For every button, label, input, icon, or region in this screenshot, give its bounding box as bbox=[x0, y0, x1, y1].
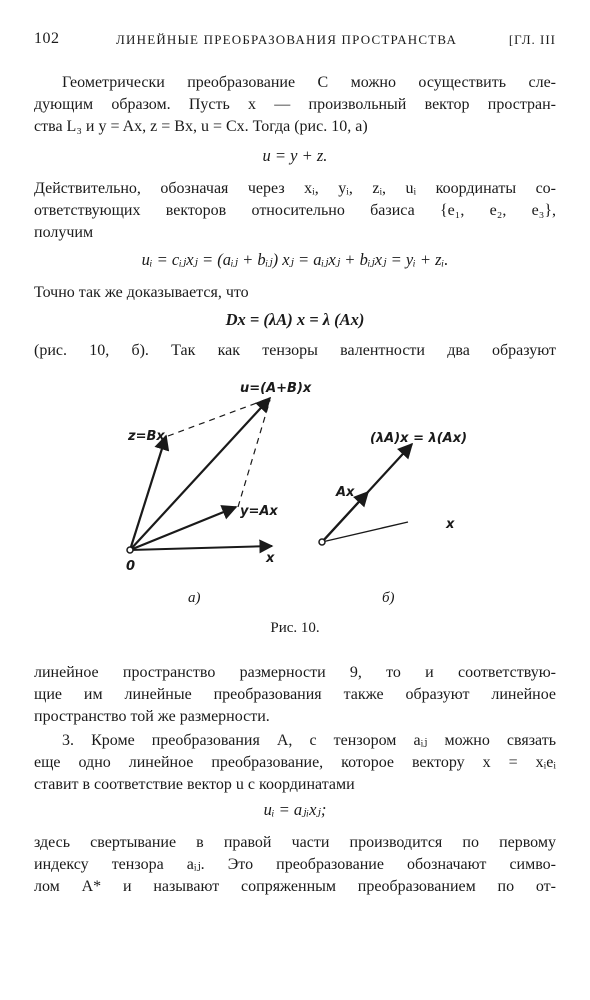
text-line: получим bbox=[34, 224, 94, 241]
text-line: ства L₃ и y = Ax, z = Bx, u = Cx. Тогда (рис. 10, а) bbox=[34, 118, 368, 135]
label-lambda: (λA)x = λ(Ax) bbox=[370, 431, 468, 446]
paragraph-3 bbox=[34, 282, 556, 304]
paragraph-6 bbox=[34, 730, 556, 796]
label-u: u=(A+B)x bbox=[240, 381, 312, 396]
figure-sublabel-b: б) bbox=[382, 590, 395, 606]
paragraph-5 bbox=[34, 662, 556, 728]
text-line: щие им линейные преобразования также образуют линейное bbox=[34, 686, 556, 703]
label-x: x bbox=[266, 551, 275, 566]
chapter-marker: [ГЛ. III bbox=[508, 32, 556, 47]
paragraph-1 bbox=[34, 72, 556, 138]
text-line: ставит в соответствие вектор u с координатами bbox=[34, 776, 355, 793]
origin-point bbox=[319, 539, 325, 545]
text-line: (рис. 10, б). Так как тензоры валентности два образуют bbox=[34, 342, 556, 359]
text-line: Геометрически преобразование C можно осуществить сле- bbox=[62, 74, 556, 91]
text-line: индексу тензора aᵢⱼ. Это преобразование обозначают симво- bbox=[34, 856, 556, 873]
page-number: 102 bbox=[34, 30, 60, 47]
text-line: ответствующих векторов относительно базиса {e₁, e₂, e₃}, bbox=[34, 202, 556, 219]
text-line: 3. Кроме преобразования A, с тензором aᵢⱼ можно связать bbox=[62, 732, 556, 749]
label-y: y=Ax bbox=[240, 504, 278, 519]
running-head bbox=[34, 30, 556, 50]
vector-u bbox=[130, 398, 270, 550]
paragraph-7 bbox=[34, 832, 556, 898]
text-line: лом A* и называют сопряженным преобразованием по от- bbox=[34, 878, 556, 895]
diagram-b bbox=[319, 431, 467, 545]
label-z: z=Bx bbox=[128, 429, 165, 444]
formula-lambda: Dx = (λA) x = λ (Ax) bbox=[225, 310, 365, 329]
vector-z bbox=[130, 436, 166, 550]
text-line: дующим образом. Пусть x — произвольный вектор простран- bbox=[34, 96, 556, 113]
text-line: линейное пространство размерности 9, то и соответствую- bbox=[34, 664, 556, 681]
text-line: Точно так же доказывается, что bbox=[34, 284, 249, 301]
vector-x bbox=[130, 546, 272, 550]
formula-coordinates: uᵢ = cᵢⱼxⱼ = (aᵢⱼ + bᵢⱼ) xⱼ = aᵢⱼxⱼ + bᵢⱼxⱼ = yᵢ + zᵢ. bbox=[141, 250, 449, 269]
origin-point bbox=[127, 547, 133, 553]
label-ax: Ax bbox=[336, 485, 355, 500]
figure-sublabel-a: а) bbox=[188, 590, 201, 606]
vector-y bbox=[130, 507, 236, 550]
paragraph-2 bbox=[34, 178, 556, 244]
vector-diagram bbox=[0, 370, 590, 650]
vector-x-b bbox=[322, 522, 408, 542]
figure-10 bbox=[0, 370, 590, 650]
running-title: ЛИНЕЙНЫЕ ПРЕОБРАЗОВАНИЯ ПРОСТРАНСТВА bbox=[116, 32, 458, 47]
label-origin: 0 bbox=[126, 559, 136, 574]
dashed-line bbox=[168, 398, 270, 436]
formula-u-sum: u = y + z. bbox=[262, 146, 328, 165]
label-x-b: x bbox=[446, 517, 455, 532]
paragraph-4 bbox=[34, 340, 556, 362]
text-line: еще одно линейное преобразование, которое вектору x = xᵢeᵢ bbox=[34, 754, 556, 771]
text-line: Действительно, обозначая через xᵢ, yᵢ, zᵢ, uᵢ координаты со- bbox=[34, 180, 556, 197]
diagram-a bbox=[126, 381, 312, 574]
formula-adjoint: uᵢ = aⱼᵢxⱼ; bbox=[263, 800, 327, 819]
text-line: пространство той же размерности. bbox=[34, 708, 270, 725]
text-line: здесь свертывание в правой части производится по первому bbox=[34, 834, 556, 851]
figure-caption: Рис. 10. bbox=[270, 620, 320, 636]
